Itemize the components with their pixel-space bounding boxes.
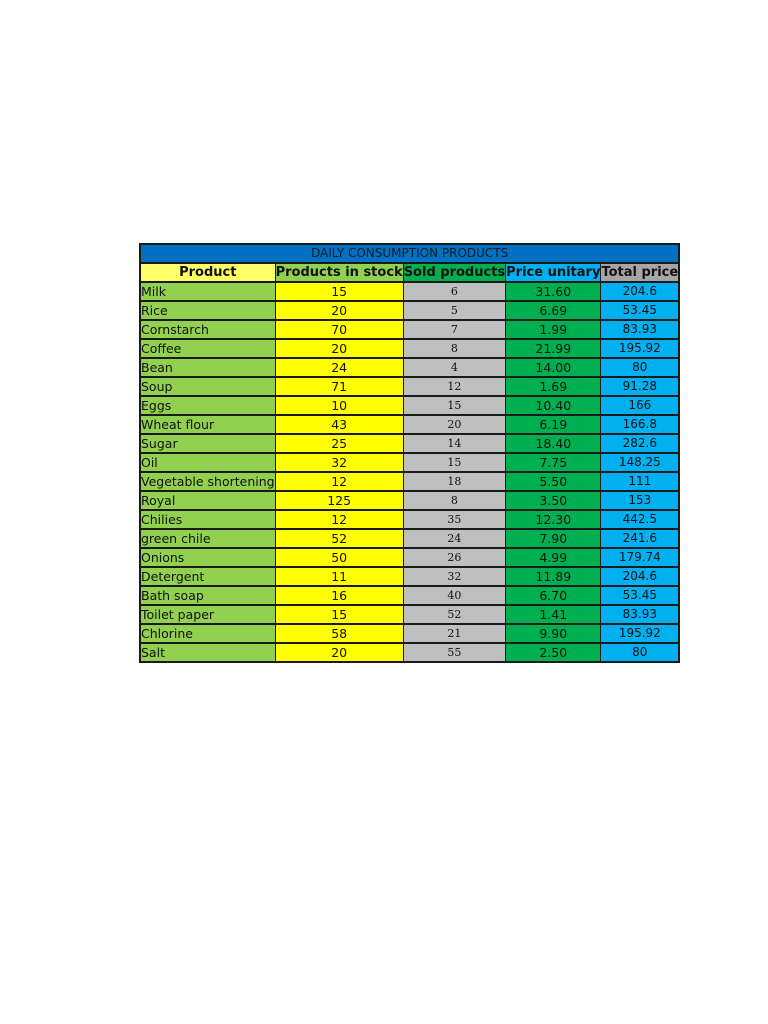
cell-stock: 11 [276,568,404,587]
cell-stock: 71 [276,378,404,397]
cell-stock: 12 [276,511,404,530]
cell-product: Bath soap [141,587,276,606]
cell-product: green chile [141,530,276,549]
cell-total: 111 [601,473,678,492]
cell-sold: 14 [404,435,506,454]
cell-sold: 18 [404,473,506,492]
cell-sold: 6 [404,283,506,302]
cell-stock: 10 [276,397,404,416]
cell-stock: 15 [276,283,404,302]
cell-price: 6.69 [506,302,601,321]
cell-price: 21.99 [506,340,601,359]
cell-price: 1.69 [506,378,601,397]
cell-stock: 43 [276,416,404,435]
cell-sold: 21 [404,625,506,644]
cell-sold: 35 [404,511,506,530]
cell-sold: 24 [404,530,506,549]
cell-stock: 15 [276,606,404,625]
cell-total: 179.74 [601,549,678,568]
cell-total: 166.8 [601,416,678,435]
cell-price: 6.19 [506,416,601,435]
cell-stock: 20 [276,644,404,661]
cell-price: 10.40 [506,397,601,416]
cell-product: Sugar [141,435,276,454]
cell-product: Detergent [141,568,276,587]
cell-sold: 52 [404,606,506,625]
table-row [141,492,678,511]
table-row [141,530,678,549]
cell-total: 241.6 [601,530,678,549]
cell-total: 204.6 [601,568,678,587]
table-row [141,511,678,530]
table-row [141,568,678,587]
cell-sold: 7 [404,321,506,340]
cell-stock: 70 [276,321,404,340]
table-row [141,473,678,492]
table-row [141,340,678,359]
table-row [141,416,678,435]
table-row [141,644,678,661]
cell-total: 91.28 [601,378,678,397]
cell-total: 166 [601,397,678,416]
header-total-price: Total price [601,264,678,283]
cell-stock: 32 [276,454,404,473]
cell-product: Oil [141,454,276,473]
cell-total: 195.92 [601,625,678,644]
header-sold-products: Sold products [404,264,506,283]
cell-price: 9.90 [506,625,601,644]
cell-price: 12.30 [506,511,601,530]
cell-product: Royal [141,492,276,511]
table-title: DAILY CONSUMPTION PRODUCTS [141,245,678,264]
header-price-unitary: Price unitary [506,264,601,283]
cell-sold: 32 [404,568,506,587]
table-row [141,321,678,340]
cell-price: 3.50 [506,492,601,511]
cell-stock: 20 [276,340,404,359]
cell-total: 195.92 [601,340,678,359]
cell-stock: 58 [276,625,404,644]
cell-total: 83.93 [601,321,678,340]
table-row [141,397,678,416]
cell-total: 204.6 [601,283,678,302]
cell-total: 83.93 [601,606,678,625]
cell-product: Wheat flour [141,416,276,435]
cell-price: 7.75 [506,454,601,473]
cell-total: 80 [601,359,678,378]
header-product: Product [141,264,276,283]
cell-price: 14.00 [506,359,601,378]
cell-price: 11.89 [506,568,601,587]
cell-price: 6.70 [506,587,601,606]
cell-product: Cornstarch [141,321,276,340]
cell-price: 7.90 [506,530,601,549]
cell-price: 1.41 [506,606,601,625]
cell-price: 18.40 [506,435,601,454]
cell-price: 4.99 [506,549,601,568]
table-row [141,283,678,302]
table-row [141,435,678,454]
table-row [141,359,678,378]
header-products-in-stock: Products in stock [276,264,404,283]
cell-sold: 20 [404,416,506,435]
table-body [141,283,678,661]
cell-total: 53.45 [601,302,678,321]
cell-total: 153 [601,492,678,511]
cell-product: Bean [141,359,276,378]
cell-product: Chlorine [141,625,276,644]
cell-stock: 20 [276,302,404,321]
cell-product: Soup [141,378,276,397]
cell-product: Eggs [141,397,276,416]
cell-sold: 15 [404,454,506,473]
table-row [141,549,678,568]
table-row [141,625,678,644]
cell-product: Milk [141,283,276,302]
table-header-row [141,264,678,283]
cell-stock: 50 [276,549,404,568]
cell-sold: 5 [404,302,506,321]
cell-sold: 15 [404,397,506,416]
cell-sold: 12 [404,378,506,397]
cell-price: 5.50 [506,473,601,492]
cell-sold: 8 [404,340,506,359]
table-row [141,606,678,625]
cell-stock: 12 [276,473,404,492]
products-table [139,243,680,663]
cell-price: 31.60 [506,283,601,302]
cell-stock: 24 [276,359,404,378]
cell-stock: 125 [276,492,404,511]
cell-product: Toilet paper [141,606,276,625]
table-title-row [141,245,678,264]
cell-price: 1.99 [506,321,601,340]
cell-price: 2.50 [506,644,601,661]
cell-sold: 26 [404,549,506,568]
cell-total: 282.6 [601,435,678,454]
cell-sold: 55 [404,644,506,661]
table-row [141,302,678,321]
cell-stock: 25 [276,435,404,454]
cell-stock: 52 [276,530,404,549]
cell-product: Rice [141,302,276,321]
cell-total: 442.5 [601,511,678,530]
cell-sold: 40 [404,587,506,606]
cell-total: 80 [601,644,678,661]
cell-product: Onions [141,549,276,568]
cell-product: Coffee [141,340,276,359]
cell-stock: 16 [276,587,404,606]
cell-sold: 8 [404,492,506,511]
cell-sold: 4 [404,359,506,378]
cell-total: 148.25 [601,454,678,473]
cell-total: 53.45 [601,587,678,606]
cell-product: Salt [141,644,276,661]
cell-product: Chilies [141,511,276,530]
table-row [141,378,678,397]
cell-product: Vegetable shortening [141,473,276,492]
table-row [141,587,678,606]
table-row [141,454,678,473]
